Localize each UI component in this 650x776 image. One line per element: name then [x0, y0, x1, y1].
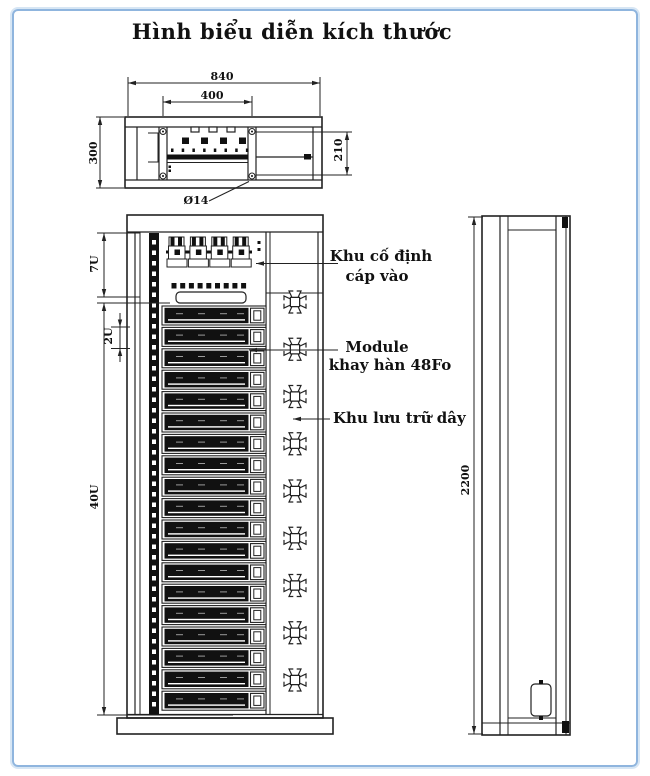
drawing-title: Hình biểu diễn kích thước [131, 19, 453, 44]
annotation-storage-line1: Khu lưu trữ dây [333, 409, 466, 427]
dim-210-label: 210 [332, 138, 345, 162]
page-border-frame [12, 9, 638, 767]
annotation-cable-fix-line1: Khu cố định [329, 247, 433, 265]
dim-300-label: 300 [87, 141, 100, 165]
dim-840-label: 840 [210, 70, 234, 83]
dim-400-label: 400 [200, 89, 224, 102]
dim-7u-label: 7U [88, 255, 101, 273]
annotation-module-line2: khay hàn 48Fo [328, 356, 452, 374]
dim-2200-label: 2200 [459, 464, 472, 496]
annotation-cable-fix-line2: cáp vào [345, 267, 409, 285]
annotation-module-line1: Module [345, 338, 409, 356]
dim-40u-label: 40U [88, 484, 101, 510]
dim-2u-label: 2U [102, 327, 115, 345]
hole-label: Ø14 [183, 194, 209, 207]
